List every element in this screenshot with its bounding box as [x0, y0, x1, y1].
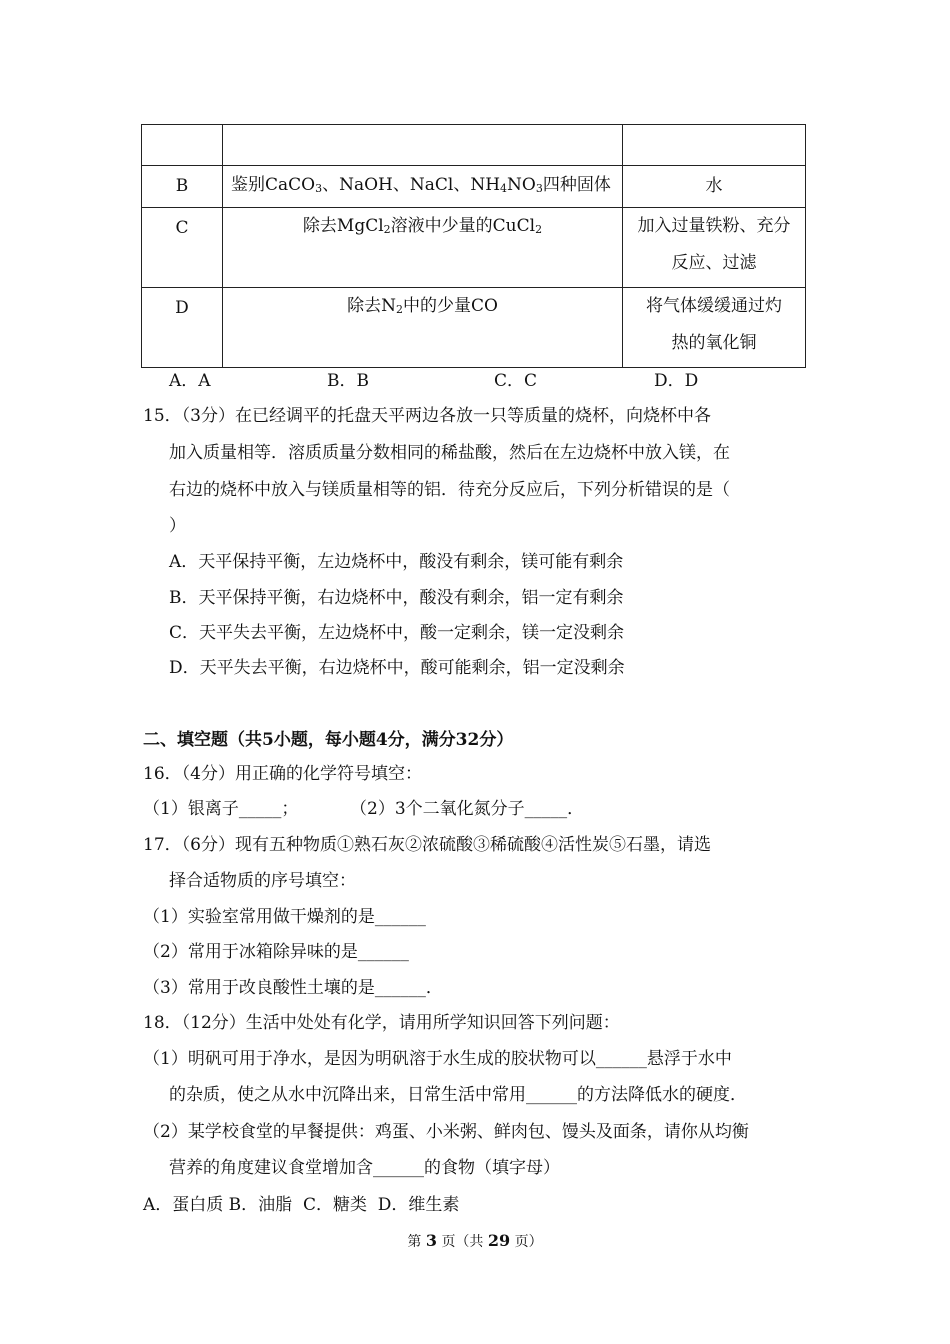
row-method-c: 加入过量铁粉、充分 反应、过滤	[623, 208, 806, 288]
q14-choice-a: A．A	[169, 371, 211, 391]
row-content-b: 鉴别CaCO$_3$、NaOH、NaCl、$NH_4NO_3$四种固体	[223, 166, 623, 208]
row-label-d: D	[142, 288, 223, 368]
row-content-c: 除去MgCl$_2$溶液中少量的CuCl$_2$	[223, 208, 623, 288]
row-label-cell	[142, 125, 223, 166]
q18-choices: A．蛋白质 B．油脂 C．糖类 D．维生素	[143, 1195, 460, 1215]
row-content-d: 除去$N_2$中的少量CO	[223, 288, 623, 368]
q15-option-c: C．天平失去平衡，左边烧杯中，酸一定剩余，镁一定没剩余	[169, 623, 625, 643]
q15-stem-line: 15．（3分）在已经调平的托盘天平两边各放一只等质量的烧杯，向烧杯中各	[143, 406, 711, 426]
q18-line: 的杂质，使之从水中沉降出来，日常生活中常用______的方法降低水的硬度．	[169, 1085, 747, 1105]
q14-choice-d: D．D	[654, 371, 699, 391]
page-number: 3	[425, 1231, 437, 1250]
q15-option-d: D．天平失去平衡，右边烧杯中，酸可能剩余，铝一定没剩余	[169, 658, 625, 678]
table-row	[142, 166, 806, 208]
q17-part1: （1）实验室常用做干燥剂的是______	[143, 907, 426, 927]
row-label-b: B	[142, 166, 223, 208]
q18-line: （1）明矾可用于净水，是因为明矾溶于水生成的胶状物可以______悬浮于水中	[143, 1049, 732, 1069]
q17-stem-line: 择合适物质的序号填空：	[169, 871, 356, 891]
q17-stem-line: 17．（6分）现有五种物质①熟石灰②浓硫酸③稀硫酸④活性炭⑤石墨，请选	[143, 835, 711, 855]
row-content-cell	[223, 125, 623, 166]
table-row	[142, 288, 806, 368]
q15-stem-line: 右边的烧杯中放入与镁质量相等的铝．待充分反应后，下列分析错误的是（	[169, 480, 730, 500]
row-method-d: 将气体缓缓通过灼 热的氧化铜	[623, 288, 806, 368]
q15-option-b: B．天平保持平衡，右边烧杯中，酸没有剩余，铝一定有剩余	[169, 588, 624, 608]
q15-stem-line: 加入质量相等．溶质质量分数相同的稀盐酸，然后在左边烧杯中放入镁，在	[169, 443, 730, 463]
row-method-cell	[623, 125, 806, 166]
q15-stem-line: ）	[169, 516, 186, 536]
table-row	[142, 125, 806, 166]
q18-line: 营养的角度建议食堂增加含______的食物（填字母）	[169, 1158, 560, 1178]
q16-part2: （2）3个二氧化氮分子_____．	[350, 799, 585, 819]
q18-line: （2）某学校食堂的早餐提供：鸡蛋、小米粥、鲜肉包、馒头及面条，请你从均衡	[143, 1122, 749, 1142]
q14-choice-c: C．C	[494, 371, 538, 391]
table-row	[142, 208, 806, 288]
section-heading: 二、填空题（共5小题，每小题4分，满分32分）	[143, 730, 514, 750]
q17-part3: （3）常用于改良酸性土壤的是______．	[143, 978, 443, 998]
q14-choice-b: B．B	[327, 371, 369, 391]
row-method-b: 水	[623, 166, 806, 208]
q15-option-a: A．天平保持平衡，左边烧杯中，酸没有剩余，镁可能有剩余	[169, 552, 624, 572]
row-label-c: C	[142, 208, 223, 288]
q17-part2: （2）常用于冰箱除异味的是______	[143, 942, 409, 962]
options-table	[141, 124, 806, 368]
q16-part1: （1）银离子_____；	[143, 799, 299, 819]
page-footer: 第 3 页（共 29 页）	[407, 1231, 543, 1250]
q18-stem: 18．（12分）生活中处处有化学，请用所学知识回答下列问题：	[143, 1013, 620, 1033]
page-total: 29	[487, 1231, 511, 1250]
q16-stem: 16．（4分）用正确的化学符号填空：	[143, 764, 422, 784]
